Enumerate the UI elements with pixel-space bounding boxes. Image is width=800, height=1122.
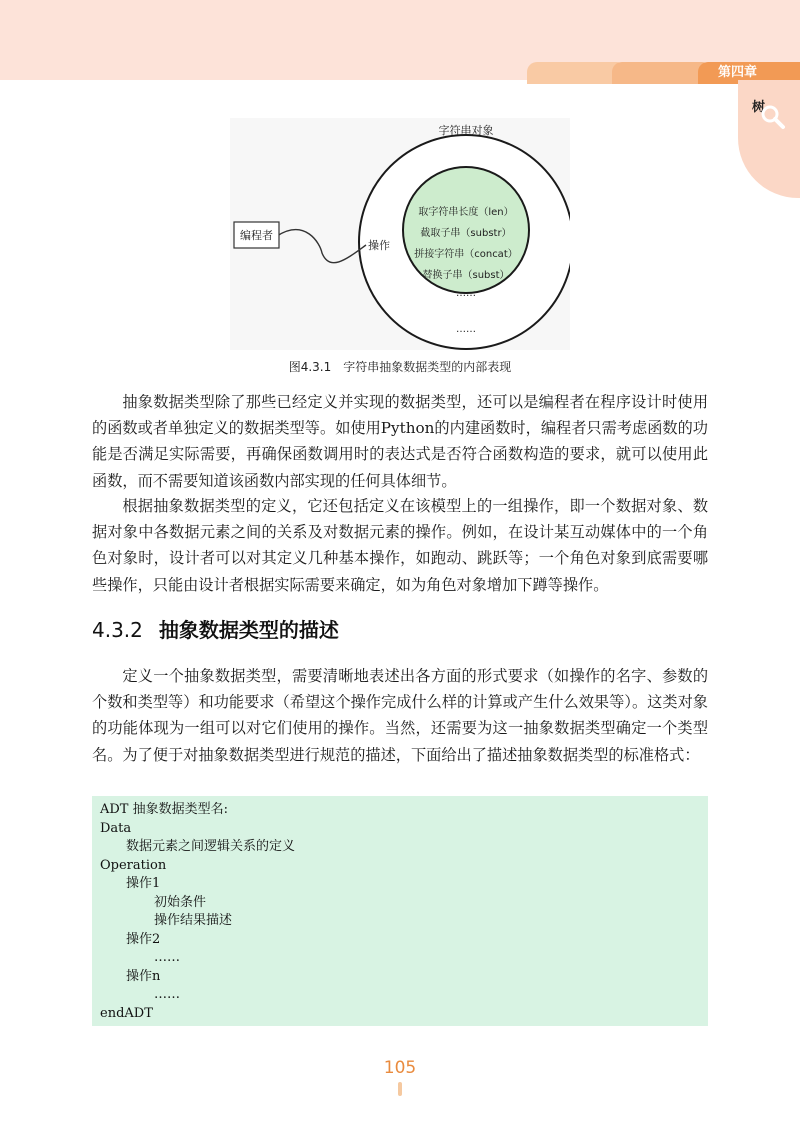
code-line: 数据元素之间逻辑关系的定义 bbox=[126, 839, 296, 854]
code-line: 操作1 bbox=[126, 876, 161, 891]
adt-format-box bbox=[92, 796, 708, 1026]
code-line: 操作2 bbox=[126, 931, 161, 947]
magnifier-icon bbox=[760, 104, 786, 130]
figure-caption: 图4.3.1 字符串抽象数据类型的内部表现 bbox=[288, 360, 512, 374]
section-side-label: 树 bbox=[752, 100, 766, 115]
code-line: 操作结果描述 bbox=[154, 913, 233, 928]
code-line: Data bbox=[100, 820, 132, 836]
body-paragraph: 抽象数据类型除了那些已经定义并实现的数据类型，还可以是编程者在程序设计时使用的函数或者单独定义的数据类型等。如使用Python的内建函数时，编程者只需考虑函数的功能是否满足实际需要，再确保函数调用时的表达式是否符合函数构造的要求，就可以使用此函数，而不需要知道该函数内部实现的任何具体细节。 bbox=[92, 393, 708, 490]
programmer-label: 编程者 bbox=[240, 229, 273, 242]
outer-label: 字符串对象 bbox=[438, 124, 494, 137]
code-line: 初始条件 bbox=[154, 894, 207, 910]
code-line: endADT bbox=[100, 1005, 153, 1021]
inner-item: …… bbox=[456, 288, 476, 299]
string-adt-diagram bbox=[230, 118, 570, 350]
header-tab-decor bbox=[612, 62, 712, 84]
side-decoration bbox=[738, 80, 800, 198]
section-title: 抽象数据类型的描述 bbox=[158, 618, 339, 642]
body-paragraph: 定义一个抽象数据类型，需要清晰地表述出各方面的形式要求（如操作的名字、参数的个数和类型等）和功能要求（希望这个操作完成什么样的计算或产生什么效果等）。这类对象的功能体现为一组可以对它们使用的操作。当然，还需要为这一抽象数据类型确定一个类型名。为了便于对抽象数据类型进行规范的描述，下面给出了描述抽象数据类型的标准格式： bbox=[92, 667, 708, 764]
page-number-tick bbox=[398, 1082, 402, 1096]
code-line: 操作n bbox=[126, 968, 161, 984]
operations-label: 操作 bbox=[368, 239, 390, 252]
inner-item: 取字符串长度（len） bbox=[418, 207, 514, 218]
inner-item: 拼接字符串（concat） bbox=[414, 249, 518, 260]
inner-item: 替换子串（subst） bbox=[422, 270, 510, 281]
body-paragraph: 根据抽象数据类型的定义，它还包括定义在该模型上的一组操作，即一个数据对象、数据对象中各数据元素之间的关系及对数据元素的操作。例如，在设计某互动媒体中的一个角色对象时，设计者可以对其定义几种基本操作，如跑动、跳跃等；一个角色对象到底需要哪些操作，只能由设计者根据实际需要来确定，如为角色对象增加下蹲等操作。 bbox=[92, 497, 708, 594]
page-number: 105 bbox=[383, 1058, 417, 1078]
chapter-tab: 第四章 bbox=[698, 62, 800, 84]
section-heading bbox=[92, 614, 339, 643]
section-number: 4.3.2 bbox=[92, 618, 143, 642]
code-line: Operation bbox=[100, 857, 167, 873]
inner-item: 截取子串（substr） bbox=[420, 228, 512, 239]
outer-ellipsis: …… bbox=[456, 324, 476, 335]
code-line: …… bbox=[154, 950, 180, 965]
code-line: …… bbox=[154, 987, 180, 1002]
code-line: ADT 抽象数据类型名: bbox=[100, 802, 228, 817]
